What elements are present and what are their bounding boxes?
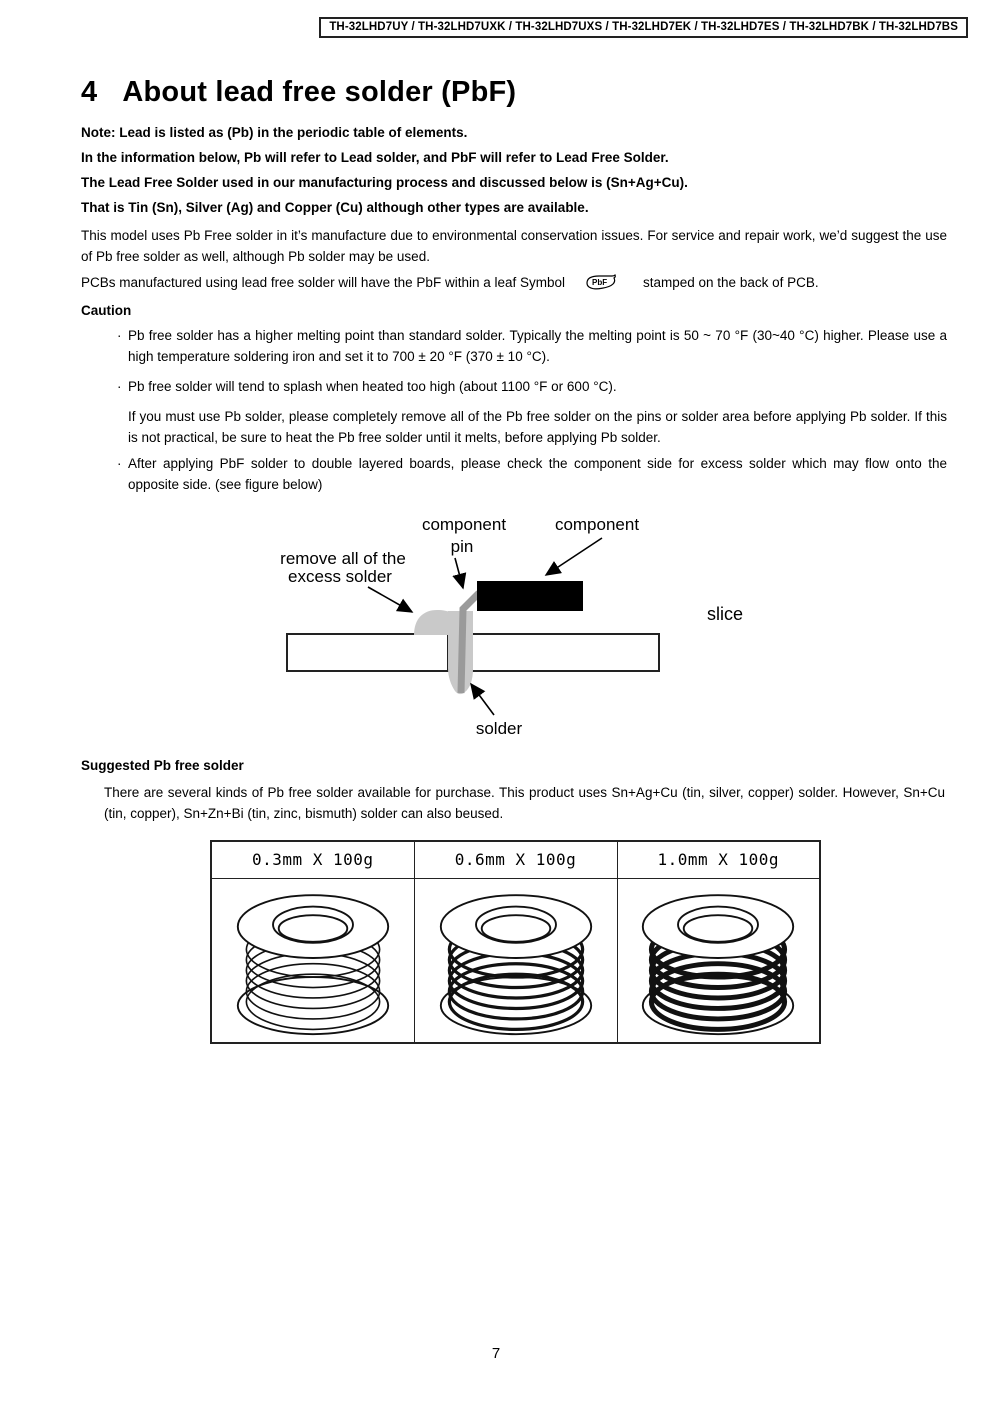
label-component-pin: component — [421, 515, 507, 534]
arrow-pin — [455, 558, 463, 588]
caution-heading: Caution — [81, 303, 132, 318]
arrow-component — [546, 538, 602, 575]
note-line: Note: Lead is listed as (Pb) in the periodic table of elements. — [81, 125, 468, 140]
table-image-row — [211, 878, 820, 1043]
solder-sizes-table — [210, 840, 821, 1044]
board-right — [472, 634, 659, 671]
label-remove-excess: remove all of the — [280, 549, 406, 568]
caution-bullet-1 — [117, 325, 947, 372]
solder-diagram-svg — [272, 508, 772, 746]
table-header-cell: 0.6mm X 100g — [414, 841, 617, 878]
section-title — [81, 76, 947, 109]
label-component-pin-2: pin — [450, 537, 474, 556]
solder-diagram — [272, 508, 947, 746]
label-remove-excess-2: excess solder — [288, 567, 392, 586]
bullet-marker: · — [117, 456, 122, 471]
svg-text:PbF: PbF — [592, 278, 608, 287]
caution-bullet-2 — [117, 376, 947, 402]
bullet-marker: · — [117, 328, 122, 343]
component-body — [477, 581, 583, 611]
caution-bullet-3 — [117, 453, 947, 500]
arrow-solder — [471, 684, 494, 715]
note-line: That is Tin (Sn), Silver (Ag) and Copper (Cu) although other types are available. — [81, 200, 589, 215]
solder-spool-icon — [215, 879, 411, 1037]
pcb-symbol-line — [81, 272, 947, 297]
pbf-leaf-icon — [585, 274, 617, 297]
spool-cell-0-6mm — [414, 878, 617, 1043]
board-left — [287, 634, 448, 671]
arrow-remove-excess — [368, 587, 412, 612]
note-line: In the information below, Pb will refer to Lead solder, and PbF will refer to Lead Free Solder. — [81, 150, 669, 165]
bullet-text: Pb free solder will tend to splash when heated too high (about 1100 °F or 600 °C). — [128, 379, 617, 394]
solder-spool-icon — [620, 879, 816, 1037]
spool-cell-0-3mm — [211, 878, 414, 1043]
section-title-text: About lead free solder (PbF) — [122, 76, 517, 108]
bullet-text: After applying PbF solder to double layered boards, please check the component side for excess solder which may flow onto the opposite side. (see figure below) — [128, 456, 947, 492]
suggested-heading: Suggested Pb free solder — [81, 758, 244, 773]
label-solder: solder — [475, 719, 523, 738]
spool-cell-1-0mm — [617, 878, 820, 1043]
page-content — [81, 76, 947, 1044]
page-number: 7 — [491, 1345, 501, 1362]
table-header-cell: 1.0mm X 100g — [617, 841, 820, 878]
caution-subparagraph: If you must use Pb solder, please completely remove all of the Pb free solder on the pins or solder area before applying Pb solder. If this is not practical, be sure to heat the Pb free solder until it melts, before applying Pb solder. — [128, 409, 947, 445]
model-numbers-header: TH-32LHD7UY / TH-32LHD7UXK / TH-32LHD7UXS / TH-32LHD7EK / TH-32LHD7ES / TH-32LHD7BK / TH-32LHD7BS — [319, 17, 968, 38]
table-header-cell: 0.3mm X 100g — [211, 841, 414, 878]
label-slice: slice — [706, 604, 744, 624]
solder-spool-icon — [418, 879, 614, 1037]
intro-paragraph: This model uses Pb Free solder in it’s manufacture due to environmental conservation issues. For service and repair work, we’d suggest the use of Pb free solder as well, although Pb solder may be used. — [81, 228, 947, 264]
pcb-line-before: PCBs manufactured using lead free solder will have the PbF within a leaf Symbol — [81, 275, 565, 290]
note-line: The Lead Free Solder used in our manufacturing process and discussed below is (Sn+Ag+Cu). — [81, 175, 688, 190]
label-component: component — [554, 515, 640, 534]
bullet-marker: · — [117, 379, 122, 394]
bullet-text: Pb free solder has a higher melting point than standard solder. Typically the melting point is 50 ~ 70 °F (30~40 °C) higher. Please use a high temperature soldering iron and set it to 700 ± 20 °F (370 ± 10 °C). — [128, 328, 947, 364]
suggested-paragraph: There are several kinds of Pb free solder available for purchase. This product uses Sn+Ag+Cu (tin, silver, copper) solder. However, Sn+Cu (tin, copper), Sn+Zn+Bi (tin, zinc, bismuth) solder can also beused. — [104, 785, 945, 821]
pcb-line-after: stamped on the back of PCB. — [643, 275, 819, 290]
section-number: 4 — [81, 76, 98, 108]
table-header-row — [211, 841, 820, 878]
